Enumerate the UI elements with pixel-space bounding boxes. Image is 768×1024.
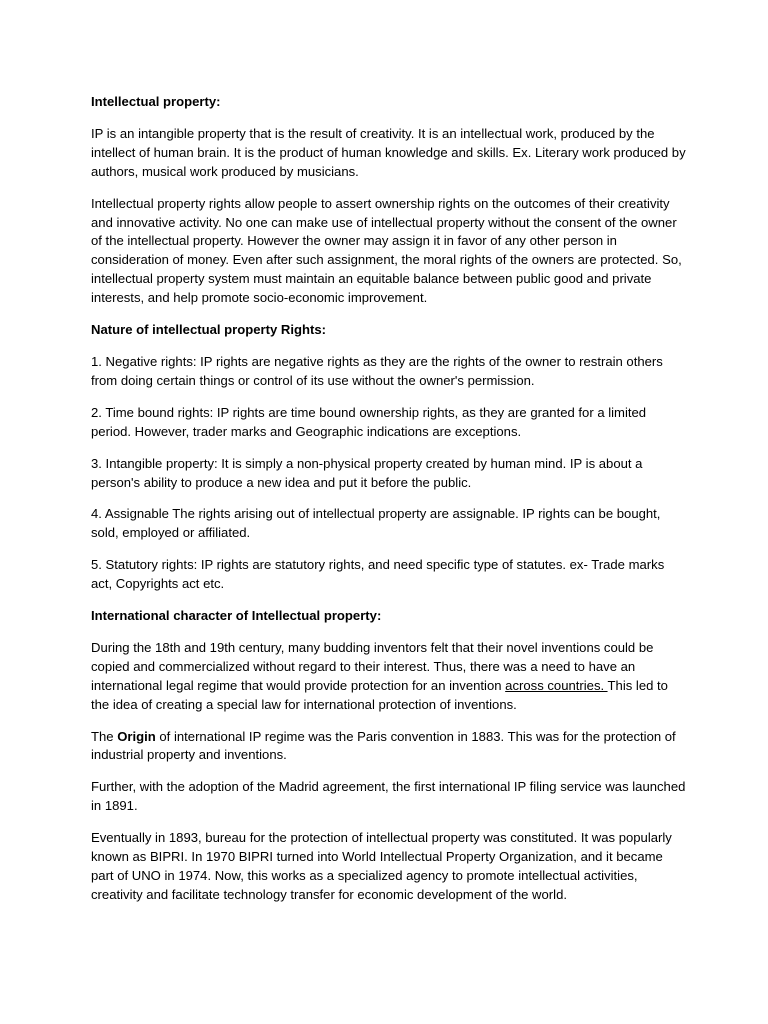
paragraph-origin — [91, 728, 686, 766]
paragraph-history — [91, 639, 686, 715]
heading-intellectual-property: Intellectual property: — [91, 94, 221, 109]
origin-text-end: of international IP regime was the Paris convention in 1883. This was for the protection of industrial property and inventions. — [91, 728, 676, 763]
list-item-intangible-property: 3. Intangible property: It is simply a non-physical property created by human mind. IP is about a person's ability to produce a new idea and put it before the public. — [91, 455, 643, 490]
paragraph-madrid-agreement: Further, with the adoption of the Madrid agreement, the first international IP filing service was launched in 1891. — [91, 779, 686, 814]
paragraph-ip-rights: Intellectual property rights allow people to assert ownership rights on the outcomes of their creativity and innovative activity. No one can make use of intellectual property without the consent of the owner of the intellectual property. However the owner may assign it in favor of any other person in consideration of money. Even after such assignment, the moral rights of the owners are protected. So, intellectual property system must maintain an equitable balance between public good and private interests, and help promote socio-economic improvement. — [91, 195, 682, 306]
history-text-start: During the 18th and 19th century, many budding inventors felt that their novel inventions could be copied and commercialized without regard to their interest. Thus, there was a need to have an international legal regime that would provide protection for an invention — [91, 639, 654, 693]
list-item-negative-rights: 1. Negative rights: IP rights are negative rights as they are the rights of the owner to restrain others from doing certain things or control of its use without the owner's permission. — [91, 353, 663, 388]
origin-bold-text: Origin — [117, 728, 156, 744]
heading-international-character: International character of Intellectual property: — [91, 608, 382, 624]
history-text-end: This led to the idea of creating a special law for international protection of inventions. — [91, 677, 668, 712]
list-item-assignable: 4. Assignable The rights arising out of intellectual property are assignable. IP rights can be bought, sold, employed or affiliated. — [91, 506, 661, 541]
heading-nature-of-ipr: Nature of intellectual property Rights: — [91, 322, 326, 338]
origin-text-start: The — [91, 728, 118, 744]
paragraph-bipri: Eventually in 1893, bureau for the protection of intellectual property was constituted. It was popularly known as BIPRI. In 1970 BIPRI turned into World Intellectual Property Organization, and it became part of UNO in 1974. Now, this works as a specialized agency to promote intellectual activities, creativity and facilitate technology transfer for economic development of the world. — [91, 830, 672, 902]
list-item-statutory-rights: 5. Statutory rights: IP rights are statutory rights, and need specific type of statutes. ex- Trade marks act, Copyrights act etc. — [91, 557, 665, 592]
paragraph-ip-definition: IP is an intangible property that is the result of creativity. It is an intellectual work, produced by the intellect of human brain. It is the product of human knowledge and skills. Ex. Literary work produced by authors, musical work produced by musicians. — [91, 125, 686, 179]
list-item-time-bound-rights: 2. Time bound rights: IP rights are time bound ownership rights, as they are granted for a limited period. However, trader marks and Geographic indications are exceptions. — [91, 404, 647, 439]
history-underlined-text: across countries. — [505, 677, 608, 693]
document-body — [91, 93, 686, 918]
